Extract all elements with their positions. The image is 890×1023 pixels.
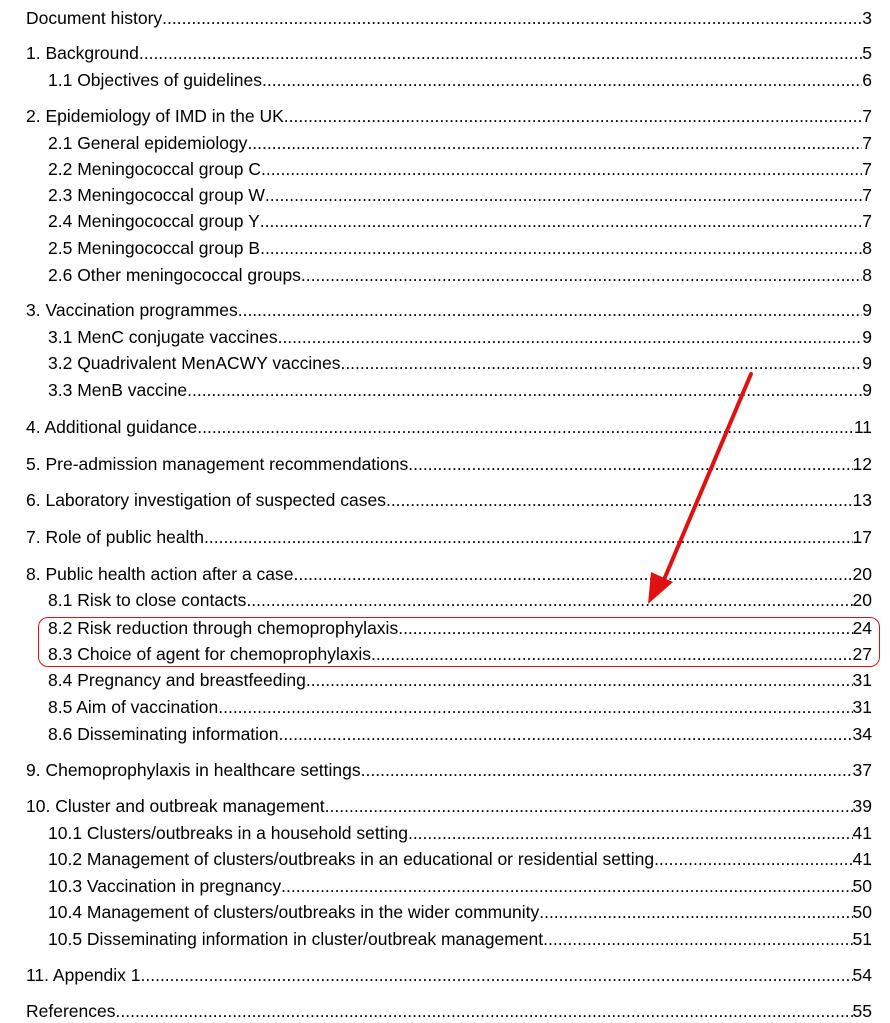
toc-entry-title: 2.6 Other meningococcal groups: [48, 265, 301, 285]
toc-entry[interactable]: [48, 264, 872, 286]
dot-leader: [543, 928, 852, 950]
toc-entry-title: 6. Laboratory investigation of suspected cases: [26, 490, 386, 510]
toc-entry-title: 10.1 Clusters/outbreaks in a household setting: [48, 823, 408, 843]
toc-entry-page: 9: [862, 300, 872, 320]
dot-leader: [187, 379, 862, 401]
toc-entry-title: 3. Vaccination programmes: [26, 300, 238, 320]
toc-entry-title: 8. Public health action after a case: [26, 564, 294, 584]
toc-entry[interactable]: [48, 901, 872, 923]
toc-entry-page: 17: [852, 527, 872, 547]
toc-entry[interactable]: [26, 105, 872, 127]
toc-entry-page: 7: [862, 185, 872, 205]
toc-entry[interactable]: [48, 352, 872, 374]
toc-entry[interactable]: [26, 563, 872, 585]
toc-entry-title: 7. Role of public health: [26, 527, 205, 547]
toc-entry-page: 39: [852, 796, 872, 816]
toc-entry-title: 3.3 MenB vaccine: [48, 380, 188, 400]
toc-entry-page: 9: [862, 380, 872, 400]
toc-entry[interactable]: [48, 589, 872, 611]
toc-entry-title: 2.3 Meningococcal group W: [48, 185, 265, 205]
toc-entry[interactable]: [26, 453, 872, 475]
toc-entry-title: 5. Pre-admission management recommendations: [26, 454, 409, 474]
toc-entry-title: 8.2 Risk reduction through chemoprophylaxis: [48, 618, 399, 638]
toc-entry[interactable]: [48, 132, 872, 154]
toc-entry[interactable]: [26, 489, 872, 511]
toc-entry-title: 10.3 Vaccination in pregnancy: [48, 876, 282, 896]
toc-entry-page: 13: [852, 490, 872, 510]
dot-leader: [265, 184, 862, 206]
toc-entry[interactable]: [26, 964, 872, 986]
toc-entry-page: 6: [862, 70, 872, 90]
toc-entry-page: 20: [852, 590, 872, 610]
toc-entry[interactable]: [26, 1000, 872, 1022]
toc-entry-page: 54: [852, 965, 872, 985]
dot-leader: [325, 795, 853, 817]
dot-leader: [301, 264, 862, 286]
toc-entry[interactable]: [48, 184, 872, 206]
toc-entry-page: 7: [862, 159, 872, 179]
toc-entry-title: 3.1 MenC conjugate vaccines: [48, 327, 278, 347]
toc-entry-page: 8: [862, 265, 872, 285]
dot-leader: [204, 526, 852, 548]
toc-entry-title: 8.5 Aim of vaccination: [48, 697, 219, 717]
toc-entry-title: 2.4 Meningococcal group Y: [48, 211, 260, 231]
toc-entry-page: 31: [852, 670, 872, 690]
toc-entry[interactable]: [48, 669, 872, 691]
toc-entry-title: 2. Epidemiology of IMD in the UK: [26, 106, 284, 126]
dot-leader: [654, 848, 852, 870]
toc-entry-page: 51: [852, 929, 872, 949]
dot-leader: [294, 563, 853, 585]
dot-leader: [262, 69, 862, 91]
toc-entry-title: 8.3 Choice of agent for chemoprophylaxis: [48, 644, 371, 664]
toc-entry-page: 31: [852, 697, 872, 717]
toc-entry[interactable]: [48, 723, 872, 745]
toc-entry[interactable]: [26, 7, 872, 29]
toc-entry[interactable]: [26, 416, 872, 438]
highlight-box: [38, 617, 880, 667]
toc-entry[interactable]: [48, 158, 872, 180]
toc-entry-page: 8: [862, 238, 872, 258]
dot-leader: [218, 696, 852, 718]
toc-entry-page: 11: [853, 417, 872, 437]
dot-leader: [247, 132, 862, 154]
toc-entry-title: 10.5 Disseminating information in cluster/outbreak management: [48, 929, 544, 949]
dot-leader: [278, 326, 863, 348]
dot-leader: [279, 723, 853, 745]
toc-entry-title: 9. Chemoprophylaxis in healthcare settings: [26, 760, 361, 780]
toc-entry[interactable]: [26, 42, 872, 64]
toc-entry[interactable]: [48, 69, 872, 91]
toc-entry[interactable]: [26, 795, 872, 817]
dot-leader: [306, 669, 853, 691]
toc-entry-page: 55: [852, 1001, 872, 1021]
dot-leader: [539, 901, 852, 923]
toc-entry-page: 50: [852, 902, 872, 922]
dot-leader: [162, 7, 862, 29]
toc-entry-title: Document history: [26, 8, 163, 28]
toc-entry-page: 27: [852, 644, 872, 664]
toc-entry-page: 20: [852, 564, 872, 584]
toc-entry[interactable]: [48, 326, 872, 348]
toc-entry-title: 3.2 Quadrivalent MenACWY vaccines: [48, 353, 341, 373]
toc-entry-page: 24: [852, 618, 872, 638]
toc-entry-page: 34: [852, 724, 872, 744]
toc-entry[interactable]: [26, 526, 872, 548]
toc-entry-title: 10.4 Management of clusters/outbreaks in the wider community: [48, 902, 540, 922]
toc-entry-page: 37: [852, 760, 872, 780]
dot-leader: [361, 759, 853, 781]
toc-entry-title: References: [26, 1001, 116, 1021]
toc-entry-page: 7: [862, 133, 872, 153]
toc-entry-title: 2.5 Meningococcal group B: [48, 238, 261, 258]
toc-entry-page: 41: [852, 823, 872, 843]
dot-leader: [197, 416, 854, 438]
toc-entry-title: 10.2 Management of clusters/outbreaks in an educational or residential setting: [48, 849, 655, 869]
dot-leader: [238, 299, 863, 321]
toc-entry-title: 8.1 Risk to close contacts: [48, 590, 247, 610]
toc-entry-page: 9: [862, 327, 872, 347]
dot-leader: [408, 822, 853, 844]
toc-entry-page: 7: [862, 106, 872, 126]
dot-leader: [246, 589, 852, 611]
toc-entry-title: 2.1 General epidemiology: [48, 133, 248, 153]
toc-entry[interactable]: [26, 759, 872, 781]
toc-entry-title: 2.2 Meningococcal group C: [48, 159, 262, 179]
toc-entry[interactable]: [48, 822, 872, 844]
dot-leader: [340, 352, 862, 374]
toc-entry[interactable]: [48, 210, 872, 232]
toc-entry-page: 3: [862, 8, 872, 28]
toc-entry-title: 10. Cluster and outbreak management: [26, 796, 325, 816]
dot-leader: [139, 42, 862, 64]
dot-leader: [261, 158, 862, 180]
dot-leader: [386, 489, 853, 511]
toc-entry[interactable]: [48, 848, 872, 870]
dot-leader: [281, 875, 852, 897]
toc-entry-title: 8.6 Disseminating information: [48, 724, 279, 744]
toc-entry-title: 4. Additional guidance: [26, 417, 198, 437]
toc-entry[interactable]: [48, 379, 872, 401]
toc-entry-title: 8.4 Pregnancy and breastfeeding: [48, 670, 306, 690]
toc-entry-page: 50: [852, 876, 872, 896]
toc-entry[interactable]: [48, 928, 872, 950]
toc-entry[interactable]: [48, 237, 872, 259]
toc-entry[interactable]: [26, 299, 872, 321]
toc-entry[interactable]: [48, 875, 872, 897]
toc-entry-page: 9: [862, 353, 872, 373]
toc-entry-page: 5: [862, 43, 872, 63]
toc-entry-title: 1. Background: [26, 43, 139, 63]
dot-leader: [260, 237, 862, 259]
toc-entry-page: 12: [852, 454, 872, 474]
dot-leader: [260, 210, 863, 232]
toc-entry-page: 41: [852, 849, 872, 869]
toc-entry-page: 7: [862, 211, 872, 231]
dot-leader: [284, 105, 863, 127]
dot-leader: [116, 1000, 853, 1022]
toc-entry-title: 11. Appendix 1: [26, 965, 141, 985]
toc-entry-title: 1.1 Objectives of guidelines: [48, 70, 263, 90]
dot-leader: [408, 453, 852, 475]
toc-entry[interactable]: [48, 696, 872, 718]
dot-leader: [141, 964, 853, 986]
